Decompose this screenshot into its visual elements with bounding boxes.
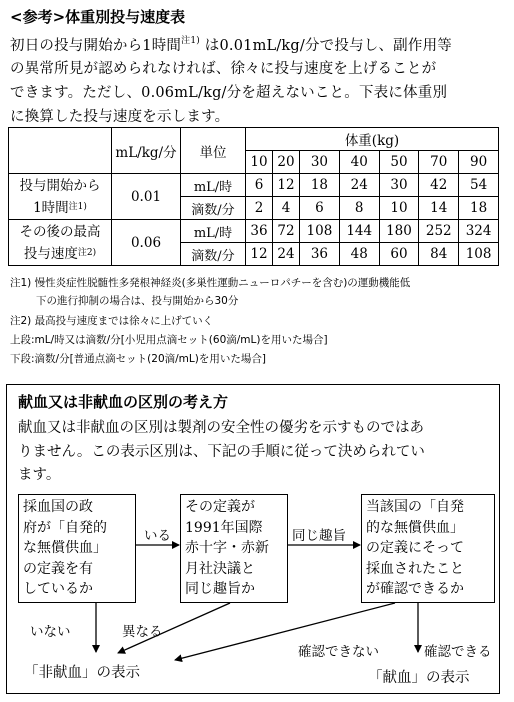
- weight-header: 70: [419, 151, 459, 174]
- box-line-2: りません。この表示区別は、下記の手順に従って決められてい: [18, 444, 425, 460]
- value-cell: 12: [246, 243, 273, 266]
- value-cell: 24: [339, 174, 379, 197]
- value-cell: 14: [419, 197, 459, 220]
- flow-box-confirmed: 当該国の「自発 的な無償供血」 の定義にそって 採血されたこと が確認できるか: [361, 494, 495, 603]
- value-cell: 18: [300, 174, 340, 197]
- value-cell: 4: [273, 197, 300, 220]
- weight-header: 10: [246, 151, 273, 174]
- value-cell: 6: [246, 174, 273, 197]
- flow-box-definition-exists: 採血国の政 府が「自発的 な無償供血」 の定義を有 しているか: [18, 494, 136, 603]
- value-cell: 48: [339, 243, 379, 266]
- header-weight: 体重(kg): [246, 128, 499, 151]
- value-cell: 8: [339, 197, 379, 220]
- unit-cell: mL/時: [181, 220, 246, 243]
- weight-header: 50: [379, 151, 419, 174]
- value-cell: 252: [419, 220, 459, 243]
- weight-header: 30: [300, 151, 340, 174]
- intro-line-4: に換算した投与速度を示します。: [10, 109, 230, 125]
- value-cell: 10: [379, 197, 419, 220]
- unit-cell: 滴数/分: [181, 243, 246, 266]
- box-line-3: ます。: [18, 467, 61, 483]
- value-cell: 108: [459, 243, 499, 266]
- edge-label-inai: いない: [30, 624, 71, 640]
- value-cell: 84: [419, 243, 459, 266]
- value-cell: 36: [246, 220, 273, 243]
- page-title: <参考>体重別投与速度表: [10, 8, 186, 26]
- header-rate: mL/kg/分: [112, 128, 181, 174]
- intro-line-2: の異常所見が認められなければ、徐々に投与速度を上げることが: [10, 61, 437, 77]
- value-cell: 24: [273, 243, 300, 266]
- unit-cell: 滴数/分: [181, 197, 246, 220]
- edge-label-kotonaru: 異なる: [122, 624, 163, 640]
- rate-initial: 0.01: [112, 174, 181, 220]
- value-cell: 72: [273, 220, 300, 243]
- value-cell: 18: [459, 197, 499, 220]
- value-cell: 54: [459, 174, 499, 197]
- box-line-1: 献血又は非献血の区別は製剤の安全性の優劣を示すものではあ: [18, 420, 424, 436]
- edge-label-kakunin-dekiru: 確認できる: [424, 644, 492, 660]
- edge-label-iru: いる: [144, 528, 171, 544]
- note-1b: 下の進行抑制の場合は、投与開始から30分: [36, 295, 239, 307]
- row-label-initial: 投与開始から 1時間$^{注1)}$: [9, 174, 112, 220]
- flow-box-same-intent: その定義が 1991年国際 赤十字・赤新 月社決議と 同じ趣旨か: [180, 494, 288, 603]
- result-donation: 「献血」の表示: [368, 670, 470, 686]
- intro-line-1: 初日の投与開始から1時間$^{注1)}$ は0.01mL/kg/分で投与し、副作用等: [10, 36, 452, 54]
- rate-max: 0.06: [112, 220, 181, 266]
- note-2: 注2) 最高投与速度までは徐々に上げていく: [10, 315, 214, 327]
- value-cell: 180: [379, 220, 419, 243]
- value-cell: 30: [379, 174, 419, 197]
- box-title: 献血又は非献血の区別の考え方: [18, 393, 229, 411]
- intro-line-3: できます。ただし、0.06mL/kg/分を超えないこと。下表に体重別: [10, 85, 448, 101]
- value-cell: 2: [246, 197, 273, 220]
- weight-header: 40: [339, 151, 379, 174]
- value-cell: 36: [300, 243, 340, 266]
- value-cell: 108: [300, 220, 340, 243]
- value-cell: 12: [273, 174, 300, 197]
- value-cell: 324: [459, 220, 499, 243]
- unit-cell: mL/時: [181, 174, 246, 197]
- weight-header: 90: [459, 151, 499, 174]
- value-cell: 144: [339, 220, 379, 243]
- note-upper: 上段:mL/時又は滴数/分[小児用点滴セット(60滴/mL)を用いた場合]: [10, 334, 328, 346]
- edge-label-kakunin-dekinai: 確認できない: [298, 644, 379, 660]
- note-1a: 注1) 慢性炎症性脱髄性多発根神経炎(多巣性運動ニューロパチーを含む)の運動機能低: [10, 277, 411, 289]
- row-label-max: その後の最高 投与速度$^{注2)}$: [9, 220, 112, 266]
- value-cell: 60: [379, 243, 419, 266]
- header-unit: 単位: [181, 128, 246, 174]
- result-non-donation: 「非献血」の表示: [24, 665, 140, 681]
- value-cell: 6: [300, 197, 340, 220]
- value-cell: 42: [419, 174, 459, 197]
- note-lower: 下段:滴数/分[普通点滴セット(20滴/mL)を用いた場合]: [10, 353, 266, 365]
- weight-header: 20: [273, 151, 300, 174]
- edge-label-onaji: 同じ趣旨: [292, 528, 346, 544]
